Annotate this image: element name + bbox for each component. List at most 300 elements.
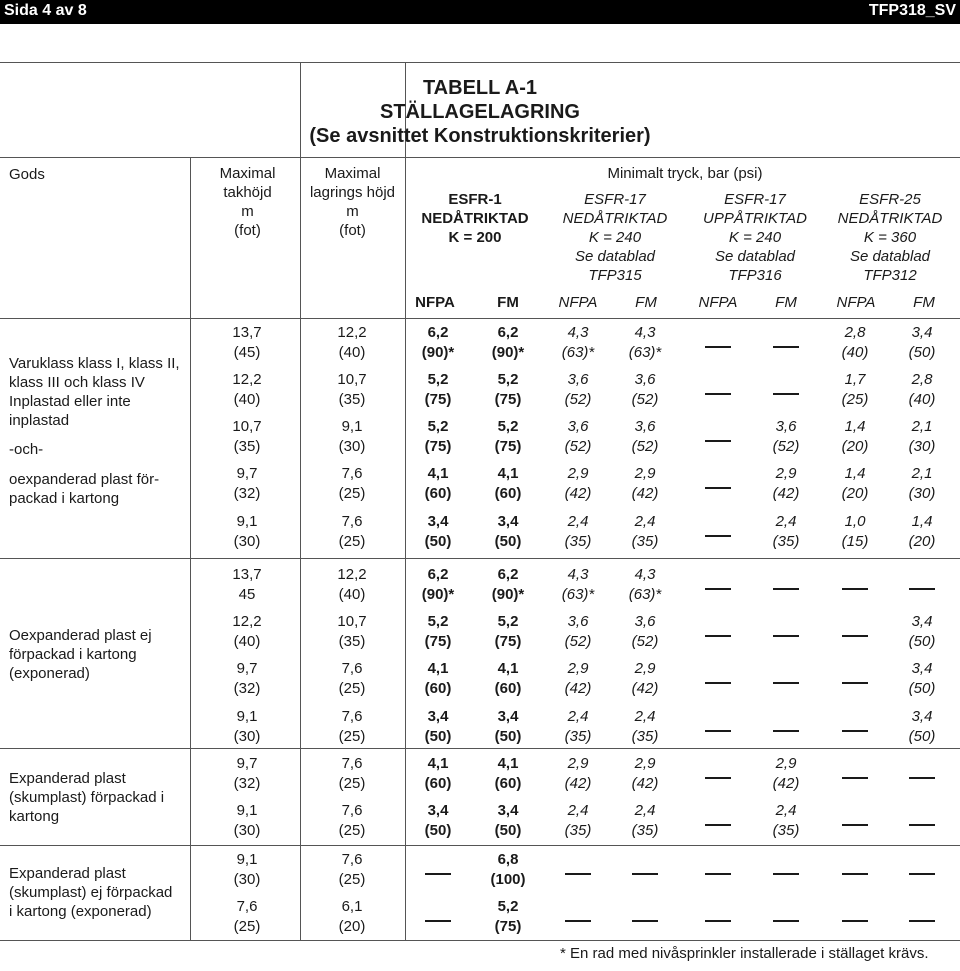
empty-dash [705, 346, 731, 348]
table-cell [312, 612, 392, 652]
empty-dash [909, 588, 935, 590]
cell-value-secondary: (40) [908, 391, 936, 408]
cell-value: 2,4 [634, 802, 656, 819]
group-label-expanderad [9, 769, 164, 826]
title-divider [0, 157, 960, 158]
empty-dash [909, 873, 935, 875]
cell-value: 9,7 [236, 465, 258, 482]
table-cell [468, 512, 548, 552]
table-cell [605, 512, 685, 552]
table-cell [207, 417, 287, 457]
table-cell [746, 754, 826, 794]
group1-divider [0, 558, 960, 559]
cell-value: 3,4 [911, 660, 933, 677]
table-cell [207, 565, 287, 605]
cell-value: 1,4 [911, 513, 933, 530]
cell-value: 12,2 [232, 613, 262, 630]
sub-fm-4: FM [913, 294, 935, 311]
table-cell [882, 612, 960, 652]
table-cell [398, 417, 478, 457]
cell-value: 1,7 [844, 371, 866, 388]
cell-value-secondary: (35) [338, 391, 366, 408]
cell-value: 5,2 [427, 613, 449, 630]
cell-value-secondary: (50) [908, 633, 936, 650]
s2-line: NEDÅTRIKTAD [562, 210, 668, 227]
group-line: packad i kartong [9, 490, 120, 507]
table-cell [468, 659, 548, 699]
table-cell [605, 370, 685, 410]
cell-value-secondary: (50) [424, 822, 452, 839]
empty-dash [705, 824, 731, 826]
table-cell [882, 417, 960, 457]
cell-value: 3,6 [634, 371, 656, 388]
cell-value: 2,4 [775, 513, 797, 530]
cell-value: 4,3 [567, 324, 589, 341]
s2-line: Se datablad [574, 248, 656, 265]
cell-value: 13,7 [232, 324, 262, 341]
cell-value: 3,6 [775, 418, 797, 435]
empty-dash [705, 730, 731, 732]
cell-value-secondary: (25) [338, 871, 366, 888]
vline-1 [190, 157, 191, 940]
cell-value-secondary: (30) [233, 871, 261, 888]
empty-dash [773, 393, 799, 395]
cell-value: 3,4 [911, 324, 933, 341]
cell-value-secondary: (60) [424, 485, 452, 502]
sprinkler-esfr25-ned [820, 190, 960, 285]
cell-value-secondary: (20) [841, 438, 869, 455]
cell-value-secondary: (35) [772, 822, 800, 839]
group-line: (skumplast) ej förpackad [9, 884, 173, 901]
empty-dash [632, 873, 658, 875]
cell-value: 2,4 [634, 708, 656, 725]
cell-value-secondary: (25) [233, 918, 261, 935]
cell-value: 9,1 [236, 708, 258, 725]
column-tryck: Minimalt tryck, bar (psi) [607, 165, 763, 182]
cell-value: 9,1 [236, 851, 258, 868]
table-cell [468, 323, 548, 363]
cell-value: 4,3 [634, 324, 656, 341]
cell-value-secondary: (50) [908, 344, 936, 361]
empty-dash [842, 682, 868, 684]
cell-value-secondary: (75) [494, 918, 522, 935]
table-cell [398, 612, 478, 652]
cell-value: 12,2 [337, 324, 367, 341]
group-line: Expanderad plast [9, 770, 126, 787]
group-label-oexpanderad [9, 626, 152, 683]
cell-value: 7,6 [341, 851, 363, 868]
column-gods: Gods [9, 166, 45, 183]
table-cell [312, 417, 392, 457]
cell-value-secondary: (52) [772, 438, 800, 455]
empty-dash [705, 920, 731, 922]
cell-value-secondary: (30) [908, 485, 936, 502]
table-cell [312, 897, 392, 937]
cell-value: 4,1 [497, 755, 519, 772]
cell-value-secondary: (50) [908, 728, 936, 745]
cell-value: 6,2 [427, 566, 449, 583]
empty-dash [842, 588, 868, 590]
cell-value: 2,8 [911, 371, 933, 388]
cell-value: 5,2 [497, 898, 519, 915]
cell-value-secondary: (52) [564, 391, 592, 408]
cell-value: 2,9 [567, 755, 589, 772]
s4-line: Se datablad [849, 248, 931, 265]
cell-value-secondary: (32) [233, 775, 261, 792]
table-cell [468, 754, 548, 794]
table-cell [398, 565, 478, 605]
cell-value-secondary: (52) [631, 633, 659, 650]
table-cell [882, 323, 960, 363]
cell-value-secondary: (32) [233, 680, 261, 697]
cell-value: 6,2 [427, 324, 449, 341]
cell-value-secondary: (42) [772, 485, 800, 502]
table-cell [312, 512, 392, 552]
cell-value-secondary: (20) [908, 533, 936, 550]
document-id: TFP318_SV [868, 2, 956, 19]
cell-value-secondary: (52) [631, 438, 659, 455]
lagring-line: m [346, 203, 359, 220]
table-cell [207, 754, 287, 794]
table-cell [207, 323, 287, 363]
group-line: kartong [9, 808, 60, 825]
table-cell [207, 612, 287, 652]
cell-value-secondary: (42) [564, 485, 592, 502]
cell-value: 2,9 [567, 660, 589, 677]
cell-value-secondary: (42) [631, 485, 659, 502]
table-cell [398, 659, 478, 699]
cell-value: 9,7 [236, 660, 258, 677]
cell-value: 7,6 [341, 465, 363, 482]
group-line [9, 459, 180, 470]
empty-dash [909, 824, 935, 826]
table-cell [312, 850, 392, 890]
empty-dash [842, 777, 868, 779]
lagring-line: Maximal [324, 165, 381, 182]
group-line: (skumplast) förpackad i [9, 789, 165, 806]
cell-value: 7,6 [341, 708, 363, 725]
table-cell [207, 370, 287, 410]
cell-value: 1,0 [844, 513, 866, 530]
cell-value-secondary: (35) [564, 533, 592, 550]
cell-value-secondary: (60) [424, 680, 452, 697]
cell-value: 2,1 [911, 465, 933, 482]
cell-value-secondary: (52) [564, 438, 592, 455]
cell-value: 3,4 [497, 802, 519, 819]
page-number: Sida 4 av 8 [4, 2, 87, 19]
table-cell [468, 612, 548, 652]
cell-value-secondary: (40) [233, 391, 261, 408]
cell-value: 1,4 [844, 418, 866, 435]
cell-value: 2,1 [911, 418, 933, 435]
sub-fm-1: FM [497, 294, 519, 311]
table-cell [207, 801, 287, 841]
cell-value: 3,6 [567, 418, 589, 435]
cell-value-secondary: (75) [424, 438, 452, 455]
cell-value: 3,6 [634, 418, 656, 435]
group-line: i kartong (exponerad) [9, 903, 152, 920]
table-cell [882, 370, 960, 410]
table-cell [398, 323, 478, 363]
column-lagringshojd [300, 164, 405, 240]
s1-line: ESFR-1 [448, 191, 502, 208]
cell-value: 2,9 [634, 660, 656, 677]
cell-value-secondary: (35) [564, 728, 592, 745]
lagring-line: (fot) [339, 222, 366, 239]
cell-value-secondary: (30) [908, 438, 936, 455]
sub-fm-3: FM [775, 294, 797, 311]
cell-value-secondary: (25) [338, 822, 366, 839]
empty-dash [705, 873, 731, 875]
s3-line: UPPÅTRIKTAD [703, 210, 807, 227]
table-cell [468, 464, 548, 504]
group-line: Oexpanderad plast ej [9, 627, 152, 644]
cell-value: 13,7 [232, 566, 262, 583]
frame-bottom [0, 940, 960, 941]
empty-dash [705, 588, 731, 590]
s3-line: TFP316 [728, 267, 782, 284]
cell-value: 9,1 [341, 418, 363, 435]
cell-value-secondary: (42) [772, 775, 800, 792]
cell-value-secondary: (40) [841, 344, 869, 361]
cell-value-secondary: (52) [631, 391, 659, 408]
empty-dash [705, 393, 731, 395]
table-cell [312, 464, 392, 504]
cell-value-secondary: (90)* [491, 344, 525, 361]
sprinkler-esfr1 [405, 190, 545, 247]
table-cell [207, 464, 287, 504]
cell-value: 6,2 [497, 324, 519, 341]
sub-nfpa-3: NFPA [698, 294, 738, 311]
cell-value-secondary: (42) [564, 775, 592, 792]
cell-value: 7,6 [236, 898, 258, 915]
table-cell [468, 417, 548, 457]
empty-dash [773, 346, 799, 348]
cell-value: 2,9 [775, 755, 797, 772]
table-cell [468, 801, 548, 841]
empty-dash [773, 635, 799, 637]
cell-value-secondary: (50) [908, 680, 936, 697]
table-cell [605, 707, 685, 747]
cell-value-secondary: (45) [233, 344, 261, 361]
empty-dash [842, 635, 868, 637]
sprinkler-esfr17-ned [545, 190, 685, 285]
empty-dash [773, 730, 799, 732]
cell-value: 3,4 [911, 613, 933, 630]
cell-value-secondary: (75) [494, 391, 522, 408]
title-line-2: STÄLLAGELAGRING [380, 101, 580, 123]
table-cell [605, 754, 685, 794]
cell-value-secondary: (25) [338, 485, 366, 502]
empty-dash [909, 777, 935, 779]
group-line: Expanderad plast [9, 865, 126, 882]
cell-value-secondary: (75) [424, 391, 452, 408]
table-cell [746, 464, 826, 504]
cell-value-secondary: (63)* [628, 586, 662, 603]
table-cell [312, 565, 392, 605]
table-cell [468, 707, 548, 747]
sub-fm-2: FM [635, 294, 657, 311]
cell-value-secondary: (63)* [561, 586, 595, 603]
cell-value: 6,2 [497, 566, 519, 583]
cell-value: 7,6 [341, 802, 363, 819]
cell-value: 5,2 [497, 613, 519, 630]
cell-value: 12,2 [337, 566, 367, 583]
s1-line: NEDÅTRIKTAD [421, 210, 529, 227]
cell-value-secondary: (40) [338, 586, 366, 603]
table-cell [207, 512, 287, 552]
frame-top [0, 62, 960, 63]
cell-value-secondary: (15) [841, 533, 869, 550]
cell-value-secondary: (20) [338, 918, 366, 935]
table-cell [398, 754, 478, 794]
table-cell [605, 417, 685, 457]
s4-line: ESFR-25 [859, 191, 921, 208]
cell-value: 5,2 [427, 371, 449, 388]
table-cell [207, 707, 287, 747]
table-cell [312, 323, 392, 363]
s1-line: K = 200 [448, 229, 502, 246]
empty-dash [773, 588, 799, 590]
cell-value: 2,4 [634, 513, 656, 530]
sub-nfpa-1: NFPA [415, 294, 455, 311]
cell-value: 3,4 [497, 708, 519, 725]
table-title [300, 76, 660, 148]
empty-dash [773, 873, 799, 875]
cell-value: 6,8 [497, 851, 519, 868]
group-line: oexpanderad plast för- [9, 471, 160, 488]
empty-dash [705, 487, 731, 489]
cell-value-secondary: (60) [494, 680, 522, 697]
s3-line: K = 240 [728, 229, 782, 246]
table-cell [312, 707, 392, 747]
cell-value: 2,9 [567, 465, 589, 482]
group2-divider [0, 748, 960, 749]
cell-value-secondary: (42) [564, 680, 592, 697]
cell-value: 4,1 [427, 465, 449, 482]
empty-dash [705, 682, 731, 684]
cell-value: 2,4 [567, 802, 589, 819]
cell-value-secondary: (50) [494, 533, 522, 550]
cell-value-secondary: (50) [494, 728, 522, 745]
table-cell [207, 897, 287, 937]
cell-value: 2,9 [775, 465, 797, 482]
table-cell [882, 659, 960, 699]
group-label-varuklass [9, 354, 180, 508]
cell-value-secondary: (25) [841, 391, 869, 408]
empty-dash [842, 730, 868, 732]
cell-value: 7,6 [341, 513, 363, 530]
group-line: förpackad i kartong [9, 646, 137, 663]
group3-divider [0, 845, 960, 846]
cell-value-secondary: (63)* [561, 344, 595, 361]
table-cell [312, 754, 392, 794]
cell-value: 4,3 [634, 566, 656, 583]
cell-value: 9,1 [236, 513, 258, 530]
cell-value-secondary: (100) [490, 871, 526, 888]
group-line [9, 430, 180, 440]
table-cell [605, 464, 685, 504]
cell-value-secondary: (25) [338, 728, 366, 745]
header-divider [0, 318, 960, 319]
cell-value-secondary: (35) [233, 438, 261, 455]
cell-value: 2,4 [567, 708, 589, 725]
sub-nfpa-4: NFPA [836, 294, 876, 311]
cell-value-secondary: 45 [238, 586, 256, 603]
cell-value: 5,2 [427, 418, 449, 435]
cell-value: 3,6 [567, 613, 589, 630]
title-line-1: TABELL A-1 [422, 77, 538, 99]
cell-value: 2,4 [775, 802, 797, 819]
cell-value-secondary: (75) [424, 633, 452, 650]
cell-value-secondary: (75) [494, 438, 522, 455]
cell-value: 5,2 [497, 371, 519, 388]
cell-value-secondary: (90)* [421, 586, 455, 603]
s4-line: K = 360 [863, 229, 917, 246]
empty-dash [773, 682, 799, 684]
cell-value: 2,9 [634, 755, 656, 772]
cell-value: 3,4 [427, 802, 449, 819]
empty-dash [705, 440, 731, 442]
cell-value-secondary: (40) [233, 633, 261, 650]
table-cell [882, 707, 960, 747]
cell-value-secondary: (35) [338, 633, 366, 650]
cell-value-secondary: (30) [233, 822, 261, 839]
table-cell [605, 565, 685, 605]
tak-line: m [241, 203, 254, 220]
table-cell [207, 659, 287, 699]
table-cell [312, 659, 392, 699]
table-cell [468, 370, 548, 410]
cell-value-secondary: (35) [631, 728, 659, 745]
tak-line: takhöjd [223, 184, 272, 201]
empty-dash [705, 635, 731, 637]
cell-value-secondary: (25) [338, 533, 366, 550]
cell-value: 3,4 [427, 708, 449, 725]
cell-value: 4,1 [427, 660, 449, 677]
cell-value-secondary: (50) [424, 728, 452, 745]
cell-value-secondary: (20) [841, 485, 869, 502]
cell-value-secondary: (35) [564, 822, 592, 839]
group-label-expanderad-exponerad [9, 864, 172, 921]
cell-value: 3,6 [567, 371, 589, 388]
cell-value-secondary: (50) [494, 822, 522, 839]
tak-line: Maximal [219, 165, 276, 182]
cell-value: 2,8 [844, 324, 866, 341]
cell-value: 9,1 [236, 802, 258, 819]
tak-line: (fot) [234, 222, 261, 239]
empty-dash [842, 873, 868, 875]
cell-value-secondary: (30) [233, 533, 261, 550]
title-line-3: (Se avsnittet Konstruktionskriterier) [309, 125, 651, 147]
cell-value: 5,2 [497, 418, 519, 435]
cell-value: 3,4 [911, 708, 933, 725]
empty-dash [705, 535, 731, 537]
cell-value-secondary: (60) [494, 485, 522, 502]
table-cell [746, 801, 826, 841]
cell-value-secondary: (35) [631, 533, 659, 550]
cell-value: 4,3 [567, 566, 589, 583]
s3-line: ESFR-17 [724, 191, 786, 208]
cell-value-secondary: (35) [772, 533, 800, 550]
empty-dash [705, 777, 731, 779]
table-cell [882, 512, 960, 552]
group-line: (exponerad) [9, 665, 90, 682]
cell-value: 3,4 [497, 513, 519, 530]
group-line: Varuklass klass I, klass II, [9, 355, 180, 372]
group-line: -och- [9, 441, 44, 458]
cell-value-secondary: (90)* [491, 586, 525, 603]
